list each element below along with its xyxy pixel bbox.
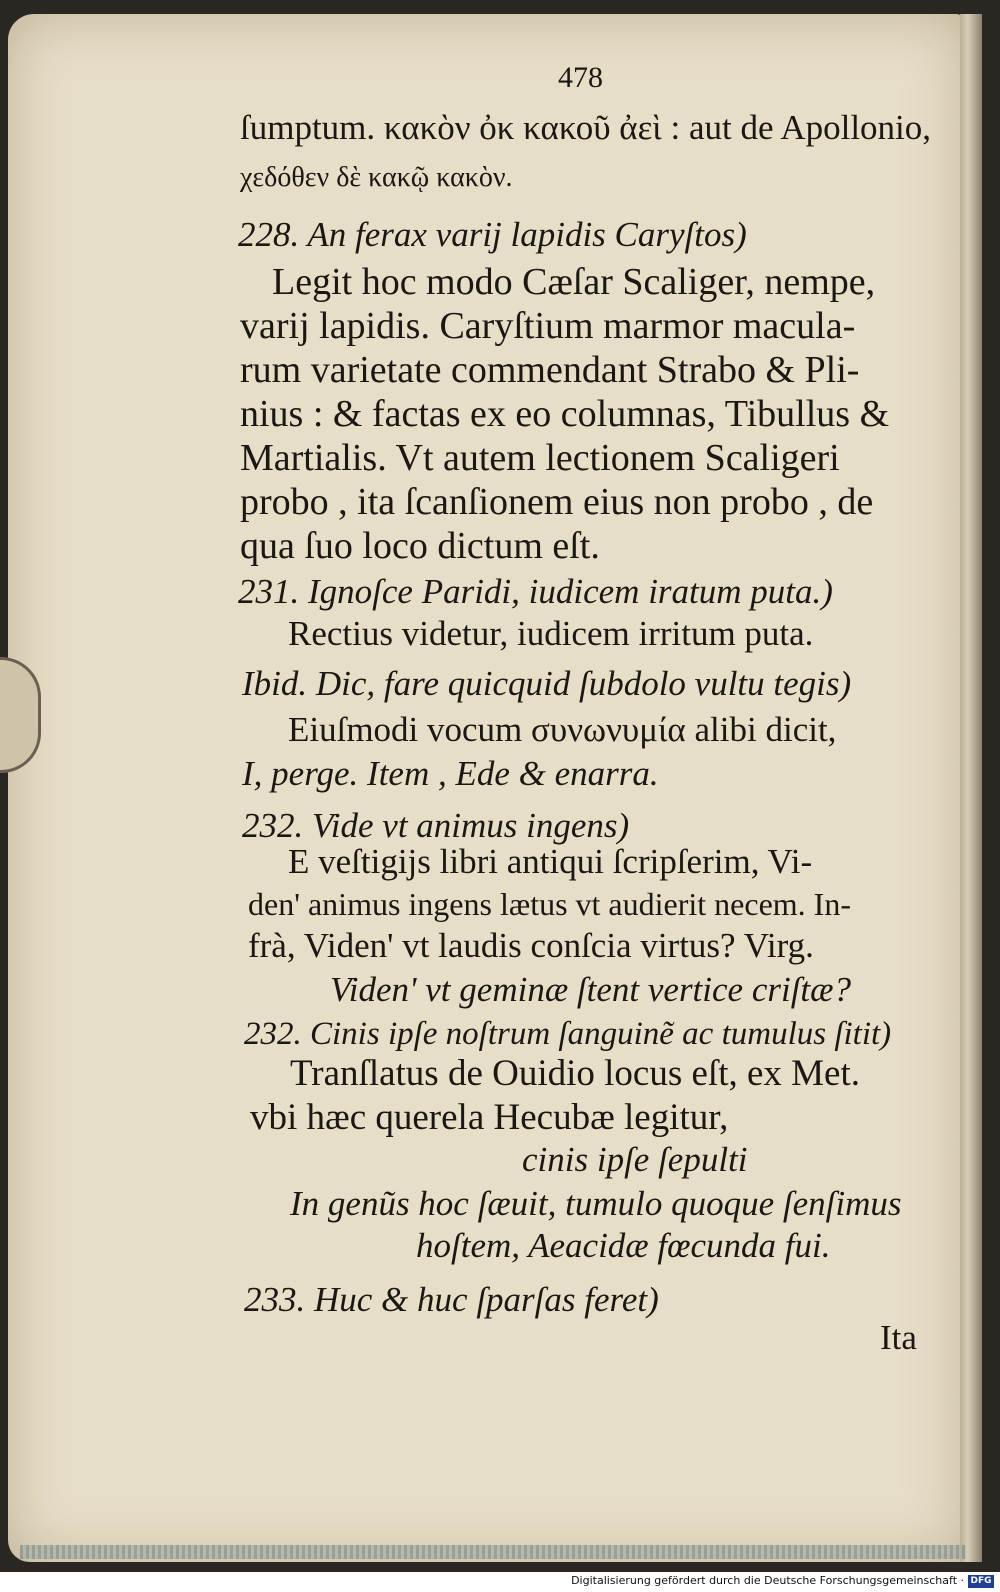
text-line: cinis ipſe ſepulti bbox=[522, 1140, 748, 1179]
book-gutter bbox=[960, 14, 982, 1562]
footer-credit: Digitalisierung gefördert durch die Deutsche Forschungsgemeinschaft · bbox=[571, 1574, 964, 1587]
text-line: Legit hoc modo Cæſar Scaliger, nempe, bbox=[272, 261, 876, 303]
text-line: probo , ita ſcanſionem eius non probo , de bbox=[240, 481, 874, 523]
text-line: 232. Vide vt animus ingens) bbox=[242, 806, 630, 845]
text-line: qua ſuo loco dictum eſt. bbox=[240, 525, 600, 567]
page-edges bbox=[20, 1545, 965, 1559]
text-line: I, perge. Item , Ede & enarra. bbox=[242, 754, 659, 793]
text-line: Viden' vt geminæ ſtent vertice criſtæ? bbox=[330, 970, 852, 1009]
text-line: ſumptum. κακὸν ὀκ κακοῦ ἀεὶ : aut de Apollonio, bbox=[240, 108, 932, 147]
catchword: Ita bbox=[880, 1318, 917, 1357]
text-line: frà, Viden' vt laudis conſcia virtus? Virg. bbox=[248, 926, 814, 965]
text-line: den' animus ingens lætus vt audierit necem. In- bbox=[248, 886, 851, 922]
page-number: 478 bbox=[558, 61, 603, 94]
text-line: vbi hæc querela Hecubæ legitur, bbox=[250, 1097, 729, 1138]
text-line: 231. Ignoſce Paridi, iudicem iratum puta.) bbox=[238, 572, 833, 611]
text-line: rum varietate commendant Strabo & Pli- bbox=[240, 349, 860, 391]
text-line: 228. An ferax varij lapidis Caryſtos) bbox=[238, 215, 747, 254]
text-line: Eiuſmodi vocum συνωνυμία alibi dicit, bbox=[288, 710, 837, 749]
digitization-footer bbox=[0, 1572, 1000, 1592]
text-line: 233. Huc & huc ſparſas feret) bbox=[244, 1280, 659, 1319]
text-line: Tranſlatus de Ouidio locus eſt, ex Met. bbox=[290, 1053, 861, 1094]
text-line: 232. Cinis ipſe noſtrum ſanguinẽ ac tumulus ſitit) bbox=[244, 1016, 892, 1052]
text-line: Rectius videtur, iudicem irritum puta. bbox=[288, 614, 814, 653]
dfg-logo: DFG bbox=[968, 1575, 994, 1588]
text-line: Martialis. Vt autem lectionem Scaligeri bbox=[240, 437, 840, 479]
text-line: hoſtem, Aeacidæ fœcunda fui. bbox=[416, 1226, 831, 1265]
text-line: E veſtigijs libri antiqui ſcripſerim, Vi- bbox=[288, 842, 813, 881]
text-line: χεδόθεν δὲ κακῷ κακὸν. bbox=[240, 162, 513, 193]
text-line: Ibid. Dic, fare quicquid ſubdolo vultu tegis) bbox=[242, 664, 852, 703]
text-line: nius : & factas ex eo columnas, Tibullus & bbox=[240, 393, 890, 435]
text-line: varij lapidis. Caryſtium marmor macula- bbox=[240, 305, 856, 347]
text-line: In genũs hoc ſæuit, tumulo quoque ſenſimus bbox=[290, 1184, 902, 1223]
